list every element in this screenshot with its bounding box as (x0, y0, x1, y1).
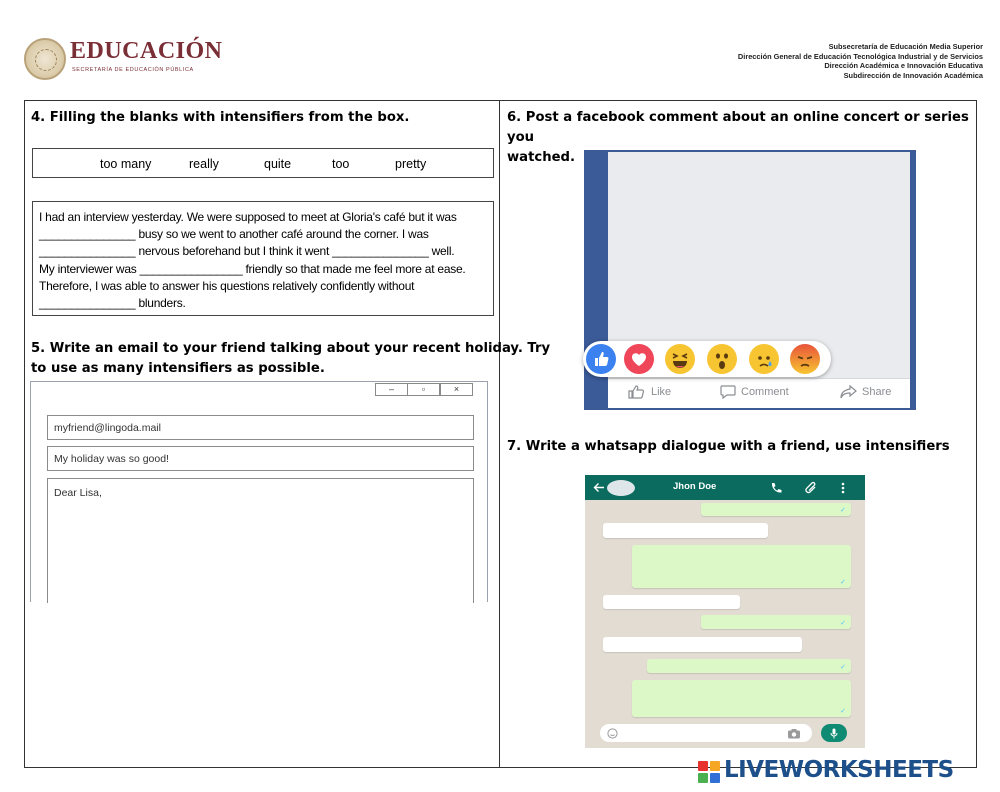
phone-icon[interactable] (770, 482, 783, 494)
haha-reaction-icon[interactable] (665, 344, 695, 374)
message-input[interactable] (600, 724, 812, 742)
email-window (30, 381, 488, 602)
window-titlebar (31, 382, 487, 398)
whatsapp-chat-mockup (585, 475, 865, 748)
love-reaction-icon[interactable] (624, 344, 654, 374)
section5-heading-line: 5. Write an email to your friend talking about your recent holiday. Try (31, 341, 551, 356)
share-label: Share (862, 386, 892, 398)
maximize-icon[interactable]: ▫ (407, 383, 440, 396)
comment-label: Comment (741, 386, 789, 398)
logo-title: EDUCACIÓN (70, 38, 223, 64)
text-line[interactable]: _______________ busy so we went to another café around the corner. I was (39, 227, 429, 242)
comment-icon (720, 385, 736, 399)
text-line[interactable]: My interviewer was ________________ friendly so that made me feel more at ease. (39, 261, 466, 276)
whatsapp-header (585, 475, 865, 500)
header-institution-lines (738, 42, 983, 80)
camera-icon[interactable] (787, 728, 801, 739)
word-box (32, 148, 494, 178)
back-arrow-icon[interactable] (593, 482, 605, 493)
column-divider (499, 100, 500, 768)
thumbs-up-icon (628, 385, 646, 399)
header-line: Dirección Académica e Innovación Educativa (824, 61, 983, 71)
word-option: really (189, 157, 219, 171)
word-option: too many (100, 157, 152, 171)
menu-dots-icon[interactable] (841, 482, 845, 494)
section6-heading-line: 6. Post a facebook comment about an online concert or series you (507, 110, 969, 145)
section4-heading: 4. Filling the blanks with intensifiers from the box. (31, 110, 410, 125)
header-line: Dirección General de Educación Tecnológica Industrial y de Servicios (737, 51, 983, 61)
section5-heading (31, 339, 550, 379)
national-seal-icon (24, 38, 66, 80)
sep-logo (24, 36, 224, 82)
microphone-icon (830, 728, 838, 739)
emoji-icon[interactable] (607, 728, 618, 739)
section7-heading: 7. Write a whatsapp dialogue with a friend, use intensifiers (507, 439, 950, 454)
liveworksheets-grid-icon (698, 761, 720, 783)
word-option: quite (264, 157, 292, 171)
minimize-icon[interactable]: – (375, 383, 408, 396)
close-icon[interactable]: × (440, 383, 473, 396)
fill-in-text (32, 201, 494, 316)
wow-reaction-icon[interactable] (707, 344, 737, 374)
contact-name[interactable]: Jhon Doe (673, 481, 717, 492)
read-tick-icon: ✓ (840, 620, 846, 627)
read-tick-icon: ✓ (840, 708, 846, 715)
share-button[interactable] (840, 385, 891, 399)
email-subject-field[interactable]: My holiday was so good! (47, 446, 474, 471)
email-body-field[interactable]: Dear Lisa, (47, 478, 474, 603)
text-line: I had an interview yesterday. We were supposed to meet at Gloria's café but it was (39, 210, 457, 224)
text-line[interactable]: _______________ nervous beforehand but I think it went _______________ well. (39, 244, 455, 259)
outgoing-message[interactable] (701, 615, 851, 629)
read-tick-icon: ✓ (840, 664, 846, 671)
comment-button[interactable] (720, 385, 789, 399)
sad-reaction-icon[interactable] (749, 344, 779, 374)
like-button[interactable] (628, 385, 671, 399)
text-line[interactable]: _______________ blunders. (39, 296, 186, 311)
email-to-field[interactable]: myfriend@lingoda.mail (47, 415, 474, 440)
text-line: Therefore, I was able to answer his questions relatively confidently without (39, 278, 415, 293)
read-tick-icon: ✓ (840, 579, 846, 586)
section6-heading-line: watched. (507, 150, 575, 165)
section5-heading-line: to use as many intensifiers as possible. (31, 361, 325, 376)
logo-subtitle: SECRETARÍA DE EDUCACIÓN PÚBLICA (72, 67, 194, 73)
microphone-button[interactable] (821, 724, 847, 742)
like-label: Like (651, 386, 672, 398)
incoming-message[interactable] (603, 523, 768, 538)
share-icon (840, 385, 857, 399)
paperclip-icon[interactable] (804, 481, 818, 495)
outgoing-message[interactable] (632, 680, 851, 717)
word-option: pretty (395, 157, 427, 171)
angry-reaction-icon[interactable] (790, 344, 820, 374)
liveworksheets-wordmark: LIVEWORKSHEETS (724, 757, 954, 783)
outgoing-message[interactable] (701, 503, 851, 516)
header-line: Subdirección de Innovación Académica (843, 70, 983, 80)
header-line: Subsecretaría de Educación Media Superior (828, 42, 983, 51)
outgoing-message[interactable] (632, 545, 851, 588)
outgoing-message[interactable] (647, 659, 851, 673)
word-option: too (332, 157, 350, 171)
read-tick-icon: ✓ (840, 507, 846, 514)
reaction-bar (583, 341, 831, 377)
like-reaction-icon[interactable] (586, 344, 616, 374)
incoming-message[interactable] (603, 595, 740, 609)
liveworksheets-logo (698, 757, 994, 787)
incoming-message[interactable] (603, 637, 802, 652)
avatar[interactable] (607, 480, 635, 496)
facebook-action-bar (608, 378, 910, 408)
